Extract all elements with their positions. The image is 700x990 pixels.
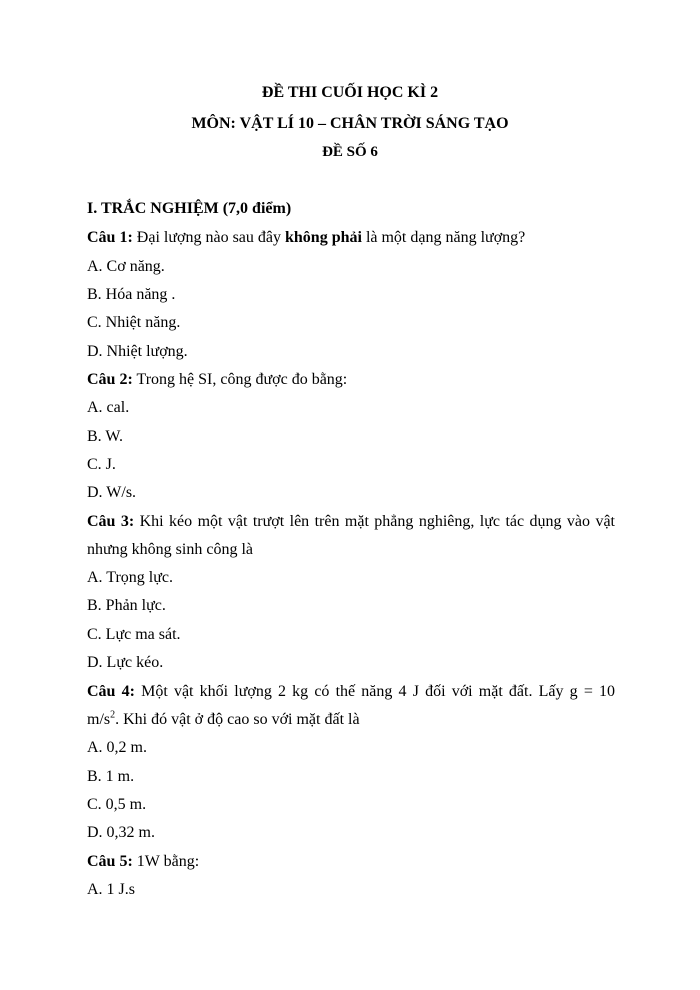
option-a: A. Trọng lực. [87, 569, 174, 586]
question-label: Câu 3: [87, 513, 135, 530]
question-text: là một dạng năng lượng? [361, 229, 526, 246]
option-a: A. 1 J.s [87, 881, 136, 898]
unit-exponent: 2 [110, 709, 116, 721]
question-label: Câu 5: [87, 853, 133, 870]
question-text: Đại lượng nào sau đây [132, 229, 285, 246]
question-2 [87, 371, 615, 389]
option-b: B. Hóa năng . [87, 286, 176, 303]
option-a: A. Cơ năng. [87, 258, 165, 275]
option-d: D. 0,32 m. [87, 824, 155, 841]
option-c: C. Lực ma sát. [87, 626, 181, 643]
question-label: Câu 2: [87, 371, 133, 388]
exam-number: ĐỀ SỐ 6 [322, 144, 378, 160]
question-text: . Khi đó vật ở độ cao so với mặt đất là [115, 711, 360, 728]
option-c: C. 0,5 m. [87, 796, 147, 813]
option-c: C. J. [87, 456, 116, 473]
question-4 [87, 683, 615, 701]
option-c: C. Nhiệt năng. [87, 314, 181, 331]
option-b: B. W. [87, 428, 124, 445]
question-3-continued: nhưng không sinh công là [87, 541, 253, 558]
question-4-continued [87, 711, 615, 729]
question-5 [87, 853, 615, 871]
option-d: D. Lực kéo. [87, 654, 164, 671]
exam-subject: MÔN: VẬT LÍ 10 – CHÂN TRỜI SÁNG TẠO [191, 115, 509, 132]
question-3 [87, 513, 615, 531]
question-text: Một vật khối lượng 2 kg có thế năng 4 J đối với mặt đất. Lấy g = 10 [134, 683, 616, 700]
question-emphasis: không phải [285, 229, 362, 246]
option-d: D. Nhiệt lượng. [87, 343, 188, 360]
question-label: Câu 4: [87, 683, 135, 700]
question-1 [87, 229, 615, 247]
option-a: A. cal. [87, 399, 130, 416]
unit-base: m/s [87, 711, 111, 728]
question-text: Khi kéo một vật trượt lên trên mặt phẳng nghiêng, lực tác dụng vào vật [134, 513, 615, 530]
option-b: B. Phản lực. [87, 597, 166, 614]
question-text: Trong hệ SI, công được đo bằng: [132, 371, 348, 388]
question-label: Câu 1: [87, 229, 133, 246]
option-a: A. 0,2 m. [87, 739, 147, 756]
question-text: 1W bằng: [132, 853, 200, 870]
option-b: B. 1 m. [87, 768, 135, 785]
section-title: I. TRẮC NGHIỆM (7,0 điểm) [87, 200, 292, 217]
option-d: D. W/s. [87, 484, 137, 501]
exam-title: ĐỀ THI CUỐI HỌC KÌ 2 [261, 84, 439, 101]
